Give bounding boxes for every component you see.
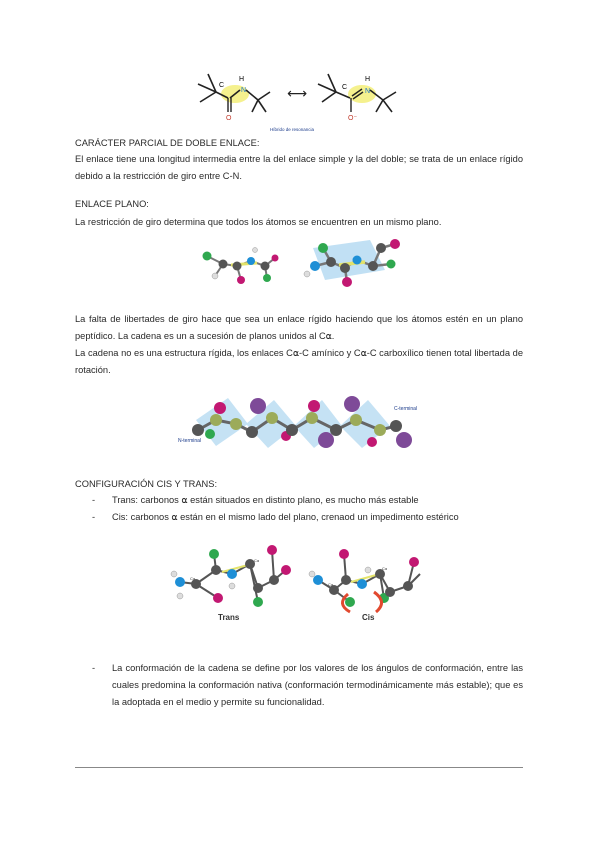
cis-label-ca-1: Cα xyxy=(328,582,334,587)
trans-label-ca-1: Cα xyxy=(190,576,196,581)
list-item-trans: - Trans: carbonos ⍺ están situados en distinto plano, es mucho más estable xyxy=(92,492,523,509)
atom-c-right: C xyxy=(342,84,348,91)
polypeptide-chain-figure xyxy=(176,390,426,460)
list-item-cis: - Cis: carbonos ⍺ están en el mismo lado del plano, crenaod un impedimento estérico xyxy=(92,509,523,526)
section1-heading: CARÁCTER PARCIAL DE DOBLE ENLACE: xyxy=(75,138,260,148)
section1-body: El enlace tiene una longitud intermedia entre la del enlace simple y la del doble; se trata de un enlace rígido debido a la restricción de giro entre C-N. xyxy=(75,154,523,181)
cis-trans-list xyxy=(92,492,523,526)
atom-c-left: C xyxy=(219,82,225,89)
atom-o-right: O⁻ xyxy=(348,115,358,122)
section2-para1: La falta de libertades de giro hace que sea un enlace rígido haciendo que los átomos estén en un plano peptídico. La cadena es un a sucesión de planos unidos al C⍺. xyxy=(75,314,523,341)
atom-o-left: O xyxy=(226,115,232,122)
peptide-plane-figure xyxy=(195,236,410,292)
resonance-figure xyxy=(190,72,415,134)
n-terminal-label: N-terminal xyxy=(178,438,202,444)
atom-n-left: N xyxy=(241,87,247,94)
trans-label: Trans xyxy=(218,613,240,622)
cis-label: Cis xyxy=(362,613,375,622)
cis-trans-figure xyxy=(168,540,438,625)
section2-para2: La cadena no es una estructura rígida, los enlaces C⍺-C amínico y C⍺-C carboxílico tienen total libertada de rotación. xyxy=(75,348,523,375)
section3-heading: CONFIGURACIÓN CIS Y TRANS: xyxy=(75,479,218,489)
conformation-list xyxy=(92,660,523,711)
atom-h-right: H xyxy=(365,76,371,83)
atom-h-left: H xyxy=(239,76,245,83)
c-terminal-label: C-terminal xyxy=(394,406,418,412)
page-divider xyxy=(75,767,523,768)
trans-label-ca-2: Cα xyxy=(254,558,260,563)
atom-n-right: N xyxy=(365,88,371,95)
section2-heading: ENLACE PLANO: xyxy=(75,199,149,209)
list-item-conformation: - La conformación de la cadena se define por los valores de los ángulos de conformación, entre las cuales predomina la conformación nativa (conformación termodinámicamente más estable); que es la adoptada en el medio y permite su funcionalidad. xyxy=(92,660,523,711)
cis-label-ca-2: Cα xyxy=(382,566,388,571)
resonance-arrow: ⟷ xyxy=(287,86,308,102)
section2-body: La restricción de giro determina que todos los átomos se encuentren en un mismo plano. xyxy=(75,217,442,227)
figure-caption: Híbrido de resonancia xyxy=(270,127,315,132)
